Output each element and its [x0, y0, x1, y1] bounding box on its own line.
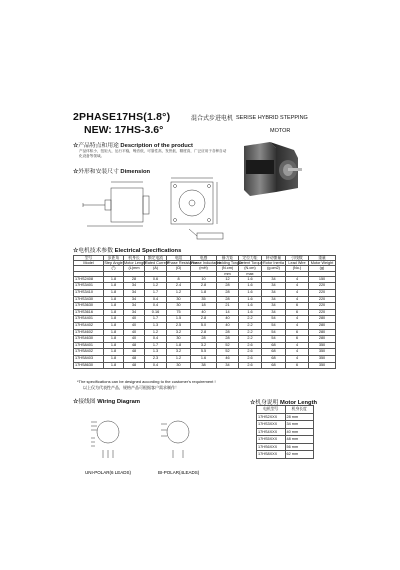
- spec-value-cell: 48: [124, 355, 145, 362]
- spec-value-cell: 40: [191, 309, 217, 316]
- spec-model-cell: 17HS2408: [74, 276, 104, 283]
- spec-value-cell: 2.8: [191, 329, 217, 336]
- spec-value-cell: 34: [262, 290, 286, 297]
- spec-value-cell: 1.8: [104, 336, 124, 343]
- spec-value-cell: 30: [167, 303, 191, 310]
- spec-value-cell: 2.6: [239, 342, 262, 349]
- motor-length-cell: 17HS5XXX: [257, 436, 286, 444]
- spec-value-cell: 220: [309, 296, 336, 303]
- spec-value-cell: 54: [262, 329, 286, 336]
- spec-header-unit2-7: max: [239, 271, 262, 276]
- spec-header-unit-10: (g): [309, 266, 336, 271]
- new-model-line: NEW: 17HS-3.6°: [84, 124, 164, 136]
- spec-value-cell: 34: [124, 309, 145, 316]
- motor-length-table: [256, 405, 314, 459]
- spec-header-en-1: Step Angle: [104, 261, 123, 266]
- spec-header-en-0: Model: [74, 261, 104, 266]
- spec-value-cell: 1.8: [104, 322, 124, 329]
- spec-value-cell: 28: [217, 329, 239, 336]
- description-heading-cn: 产品特点和用途: [78, 143, 119, 149]
- spec-value-cell: 21: [217, 303, 239, 310]
- spec-value-cell: 1.6: [239, 309, 262, 316]
- spec-table-row: [74, 322, 336, 329]
- spec-value-cell: 35: [191, 296, 217, 303]
- spec-value-cell: 2.8: [191, 316, 217, 323]
- spec-value-cell: 30: [167, 296, 191, 303]
- spec-value-cell: 2.4: [167, 283, 191, 290]
- product-title: 2PHASE17HS(1.8°): [73, 111, 171, 123]
- spec-value-cell: 0.4: [145, 296, 167, 303]
- motor-length-heading: ☆机身说明 Motor Length: [250, 400, 318, 406]
- spec-value-cell: 3.2: [191, 342, 217, 349]
- spec-value-cell: 3.2: [167, 349, 191, 356]
- spec-header-en-row: [74, 261, 336, 266]
- spec-note-en: *The specifications can be designed according to the customer's requirement !: [77, 379, 216, 384]
- spec-value-cell: 2.2: [239, 329, 262, 336]
- spec-value-cell: 52: [217, 349, 239, 356]
- spec-value-cell: 40: [124, 322, 145, 329]
- spec-value-cell: 0.6: [145, 276, 167, 283]
- spec-table-row: [74, 362, 336, 369]
- spec-table-row: [74, 303, 336, 310]
- spec-header-unit-2: (L)mm: [124, 266, 145, 271]
- spec-value-cell: 4: [286, 342, 309, 349]
- spec-model-cell: 17HS8401: [74, 342, 104, 349]
- spec-value-cell: 34: [124, 283, 145, 290]
- spec-value-cell: 38: [191, 362, 217, 369]
- spec-value-cell: 350: [309, 349, 336, 356]
- spec-value-cell: 54: [262, 336, 286, 343]
- spec-model-cell: 17HS4402: [74, 322, 104, 329]
- bipolar-label: BI-POLAR(4LEADS): [158, 470, 200, 475]
- spec-table-row: [74, 349, 336, 356]
- dimension-heading: ☆外形和安装尺寸 Dimension: [73, 169, 151, 175]
- dimension-heading-cn: 外形和安装尺寸: [78, 169, 119, 175]
- spec-header-cn-5: 电感: [191, 256, 217, 261]
- spec-value-cell: 220: [309, 309, 336, 316]
- spec-value-cell: 220: [309, 303, 336, 310]
- motor-length-row: [257, 436, 314, 444]
- spec-table-row: [74, 316, 336, 323]
- spec-value-cell: 1.6: [191, 355, 217, 362]
- spec-value-cell: 1.6: [239, 283, 262, 290]
- motor-length-cell: 34 mm: [285, 421, 314, 429]
- motor-length-cell: 17HS4XXX: [257, 428, 286, 436]
- spec-value-cell: 1.2: [145, 283, 167, 290]
- spec-value-cell: 280: [309, 336, 336, 343]
- spec-header-cn-10: 重量: [309, 256, 336, 261]
- spec-value-cell: 0.4: [145, 336, 167, 343]
- spec-value-cell: 28: [191, 336, 217, 343]
- spec-header-cn-3: 额定电流: [145, 256, 167, 261]
- spec-note-cn: 以上仅为代表性产品，规格产品可根据客户需求制作！: [83, 385, 179, 390]
- spec-value-cell: 68: [262, 349, 286, 356]
- spec-value-cell: 1.8: [104, 342, 124, 349]
- spec-value-cell: 6: [286, 309, 309, 316]
- spec-value-cell: 1.5: [167, 316, 191, 323]
- product-title-cn: 混合式步进电机: [191, 116, 234, 122]
- spec-table-row: [74, 283, 336, 290]
- spec-model-cell: 17HS4630: [74, 336, 104, 343]
- motor-photo: [236, 136, 308, 200]
- spec-value-cell: 5.0: [191, 322, 217, 329]
- spec-value-cell: 0.4: [145, 303, 167, 310]
- motor-length-row: [257, 421, 314, 429]
- spec-table-row: [74, 329, 336, 336]
- spec-value-cell: 1.6: [239, 296, 262, 303]
- spec-header-en-2: Motor Length: [124, 261, 147, 266]
- spec-table-row: [74, 309, 336, 316]
- spec-value-cell: 1.3: [145, 349, 167, 356]
- electrical-heading: ☆电机技术参数 Electrical Specifications: [73, 248, 182, 254]
- spec-value-cell: 4: [286, 290, 309, 297]
- spec-header-unit-6: (N.cm): [217, 266, 239, 271]
- spec-header-unit-row: [74, 266, 336, 271]
- spec-value-cell: 1.8: [191, 290, 217, 297]
- spec-value-cell: 14: [217, 309, 239, 316]
- spec-value-cell: 1.7: [145, 342, 167, 349]
- spec-value-cell: 34: [262, 309, 286, 316]
- spec-value-cell: 5.5: [191, 349, 217, 356]
- spec-value-cell: 68: [262, 342, 286, 349]
- spec-value-cell: 2.6: [239, 349, 262, 356]
- motor-length-header-1: 机身长度: [285, 406, 314, 414]
- motor-length-cell: 17HS8XXX: [257, 451, 286, 459]
- electrical-spec-table: [73, 255, 336, 369]
- spec-table-row: [74, 336, 336, 343]
- spec-value-cell: 220: [309, 283, 336, 290]
- spec-value-cell: 40: [124, 336, 145, 343]
- description-text: 产品体积小，扭矩大，运行平稳，噪音低，可靠性高，发热低，精度高，广泛应用于各种自动化设备等领域。: [79, 149, 227, 158]
- spec-value-cell: 1.6: [239, 276, 262, 283]
- spec-value-cell: 2.5: [167, 322, 191, 329]
- spec-value-cell: 1.7: [145, 290, 167, 297]
- spec-value-cell: 1.8: [104, 303, 124, 310]
- spec-header-unit-9: (No.): [286, 266, 309, 271]
- spec-value-cell: 46: [217, 355, 239, 362]
- spec-value-cell: 34: [262, 303, 286, 310]
- spec-value-cell: 1.8: [104, 296, 124, 303]
- motor-length-cell: 17HS6XXX: [257, 443, 286, 451]
- spec-value-cell: 0.4: [145, 362, 167, 369]
- description-heading: ☆产品特点和用途 Description of the product: [73, 143, 193, 149]
- motor-length-cell: 56 mm: [285, 443, 314, 451]
- spec-value-cell: 0.16: [145, 309, 167, 316]
- spec-value-cell: 1.8: [104, 362, 124, 369]
- spec-model-cell: 17HS8630: [74, 362, 104, 369]
- spec-header-unit2-6: mm: [217, 271, 239, 276]
- spec-header-cn-4: 电阻: [167, 256, 191, 261]
- spec-header-cn-0: 型号: [74, 256, 104, 261]
- spec-value-cell: 68: [262, 362, 286, 369]
- motor-length-cell: 62 mm: [285, 451, 314, 459]
- wiring-diagram: [73, 398, 238, 478]
- spec-value-cell: 8: [167, 276, 191, 283]
- spec-header-unit-1: (°): [104, 266, 124, 271]
- spec-table-row: [74, 290, 336, 297]
- spec-value-cell: 10: [191, 276, 217, 283]
- spec-value-cell: 4: [286, 322, 309, 329]
- spec-value-cell: 1.6: [239, 303, 262, 310]
- spec-value-cell: 4: [286, 283, 309, 290]
- spec-value-cell: 350: [309, 355, 336, 362]
- spec-model-cell: 17HS3616: [74, 309, 104, 316]
- spec-value-cell: 2.8: [191, 283, 217, 290]
- unipolar-label: UNI-POLAR(6 LEADS): [85, 470, 132, 475]
- spec-value-cell: 2.2: [239, 322, 262, 329]
- spec-value-cell: 28: [217, 296, 239, 303]
- spec-header-cn-7: 定位力矩: [239, 256, 262, 261]
- spec-value-cell: 3.2: [167, 329, 191, 336]
- spec-value-cell: 18: [191, 303, 217, 310]
- spec-header-en-10: Motor Weight: [309, 261, 336, 266]
- spec-value-cell: 1.8: [167, 342, 191, 349]
- spec-header-en-3: Rated Current: [145, 261, 169, 266]
- dimension-drawing: [73, 174, 238, 249]
- spec-value-cell: 1.3: [145, 322, 167, 329]
- motor-length-row: [257, 413, 314, 421]
- spec-model-cell: 17HS8403: [74, 355, 104, 362]
- spec-header-en-6: Holding Torque: [217, 261, 243, 266]
- spec-value-cell: 4: [286, 349, 309, 356]
- spec-value-cell: 1.8: [104, 290, 124, 297]
- spec-table-row: [74, 276, 336, 283]
- dimension-heading-en: Dimension: [120, 169, 151, 175]
- spec-value-cell: 34: [124, 290, 145, 297]
- spec-value-cell: 6: [286, 362, 309, 369]
- spec-value-cell: 34: [124, 296, 145, 303]
- spec-model-cell: 17HS3430: [74, 296, 104, 303]
- spec-value-cell: 40: [217, 322, 239, 329]
- spec-value-cell: 350: [309, 342, 336, 349]
- spec-value-cell: 6: [286, 336, 309, 343]
- spec-header-unit-5: (mH): [191, 266, 217, 271]
- spec-value-cell: 1.8: [104, 283, 124, 290]
- spec-value-cell: 280: [309, 329, 336, 336]
- motor-length-row: [257, 451, 314, 459]
- spec-header-cn-1: 步距角: [104, 256, 124, 261]
- spec-value-cell: 1.2: [167, 355, 191, 362]
- series-label: SERISE HYBRID STEPPING: [236, 115, 308, 121]
- spec-value-cell: 2.2: [239, 316, 262, 323]
- spec-value-cell: 2.3: [145, 355, 167, 362]
- motor-length-row: [257, 428, 314, 436]
- spec-value-cell: 28: [217, 283, 239, 290]
- spec-value-cell: 48: [124, 362, 145, 369]
- spec-value-cell: 4: [286, 355, 309, 362]
- spec-value-cell: 1.7: [145, 316, 167, 323]
- spec-model-cell: 17HS3410: [74, 290, 104, 297]
- motor-length-cell: 28 mm: [285, 413, 314, 421]
- spec-value-cell: 1.8: [104, 329, 124, 336]
- spec-value-cell: 280: [309, 316, 336, 323]
- motor-length-row: [257, 443, 314, 451]
- spec-value-cell: 48: [124, 342, 145, 349]
- spec-header-unit-4: (Ω): [167, 266, 191, 271]
- wiring-heading-cn: 接线图: [78, 399, 96, 405]
- spec-value-cell: 54: [262, 322, 286, 329]
- spec-value-cell: 4: [286, 276, 309, 283]
- spec-value-cell: 1.6: [239, 290, 262, 297]
- spec-value-cell: 4: [286, 316, 309, 323]
- spec-value-cell: 350: [309, 362, 336, 369]
- spec-header-cn-row: [74, 256, 336, 261]
- spec-model-cell: 17HS8402: [74, 349, 104, 356]
- spec-value-cell: 28: [217, 336, 239, 343]
- electrical-heading-cn: 电机技术参数: [78, 248, 113, 254]
- spec-header-cn-2: 机身长: [124, 256, 145, 261]
- spec-notes: [77, 379, 337, 391]
- spec-header-cn-8: 转动惯量: [262, 256, 286, 261]
- spec-table-row: [74, 296, 336, 303]
- spec-value-cell: 1.8: [104, 309, 124, 316]
- spec-value-cell: 75: [167, 309, 191, 316]
- spec-value-cell: 1.2: [145, 329, 167, 336]
- description-heading-en: Description of the product: [120, 143, 193, 149]
- spec-value-cell: 52: [217, 342, 239, 349]
- motor-length-cell: 48 mm: [285, 436, 314, 444]
- spec-value-cell: 34: [124, 303, 145, 310]
- spec-header-unit-3: (A): [145, 266, 167, 271]
- spec-header-cn-9: 引线数: [286, 256, 309, 261]
- spec-value-cell: 34: [262, 296, 286, 303]
- spec-header-en-9: Lead Wire: [286, 261, 309, 266]
- spec-value-cell: 54: [262, 316, 286, 323]
- motor-length-heading-cn: 机身说明: [255, 400, 279, 406]
- spec-value-cell: 1.8: [104, 276, 124, 283]
- spec-value-cell: 12: [217, 276, 239, 283]
- spec-value-cell: 28: [217, 290, 239, 297]
- spec-header-cn-6: 静力矩: [217, 256, 239, 261]
- spec-model-cell: 17HS3630: [74, 303, 104, 310]
- spec-model-cell: 17HS3401: [74, 283, 104, 290]
- spec-value-cell: 1.8: [104, 355, 124, 362]
- spec-header-unit-7: (N.cm): [239, 266, 262, 271]
- spec-table-row: [74, 342, 336, 349]
- spec-value-cell: 34: [262, 276, 286, 283]
- spec-model-cell: 17HS4401: [74, 316, 104, 323]
- spec-model-cell: 17HS4602: [74, 329, 104, 336]
- spec-value-cell: 280: [309, 322, 336, 329]
- spec-header-en-4: Phase Resistance: [167, 261, 198, 266]
- spec-value-cell: 6: [286, 303, 309, 310]
- motor-length-heading-en: Motor Length: [280, 400, 318, 406]
- motor-length-cell: 17HS2XXX: [257, 413, 286, 421]
- spec-value-cell: 1.2: [167, 290, 191, 297]
- spec-value-cell: 1.8: [104, 349, 124, 356]
- motor-length-cell: 40 mm: [285, 428, 314, 436]
- spec-value-cell: 30: [167, 362, 191, 369]
- spec-header-unit-8: (g.cm2): [262, 266, 286, 271]
- spec-value-cell: 6: [286, 329, 309, 336]
- spec-value-cell: 68: [262, 355, 286, 362]
- motor-label: MOTOR: [270, 128, 291, 134]
- spec-value-cell: 1.8: [104, 316, 124, 323]
- spec-value-cell: 28: [124, 276, 145, 283]
- electrical-heading-en: Electrical Specifications: [114, 248, 182, 254]
- spec-value-cell: 220: [309, 290, 336, 297]
- motor-length-cell: 17HS3XXX: [257, 421, 286, 429]
- spec-value-cell: 34: [262, 283, 286, 290]
- wiring-heading: ☆接线图 Wiring Diagram: [73, 399, 141, 405]
- spec-value-cell: 30: [167, 336, 191, 343]
- spec-value-cell: 40: [124, 316, 145, 323]
- spec-header-en-7: Detent Torque: [239, 261, 263, 266]
- spec-value-cell: 2.6: [239, 362, 262, 369]
- spec-table-row: [74, 355, 336, 362]
- motor-length-header-0: 电机型号: [257, 406, 286, 414]
- spec-header-en-8: Rotor Inertia: [263, 261, 284, 266]
- spec-value-cell: 2.2: [239, 336, 262, 343]
- motor-length-header-row: [257, 406, 314, 414]
- wiring-heading-en: Wiring Diagram: [97, 399, 141, 405]
- spec-value-cell: 4: [286, 296, 309, 303]
- spec-value-cell: 150: [309, 276, 336, 283]
- spec-value-cell: 34: [217, 362, 239, 369]
- spec-header-en-5: Phase Inductance: [191, 261, 222, 266]
- spec-value-cell: 48: [124, 349, 145, 356]
- spec-value-cell: 2.6: [239, 355, 262, 362]
- spec-value-cell: 40: [124, 329, 145, 336]
- spec-value-cell: 40: [217, 316, 239, 323]
